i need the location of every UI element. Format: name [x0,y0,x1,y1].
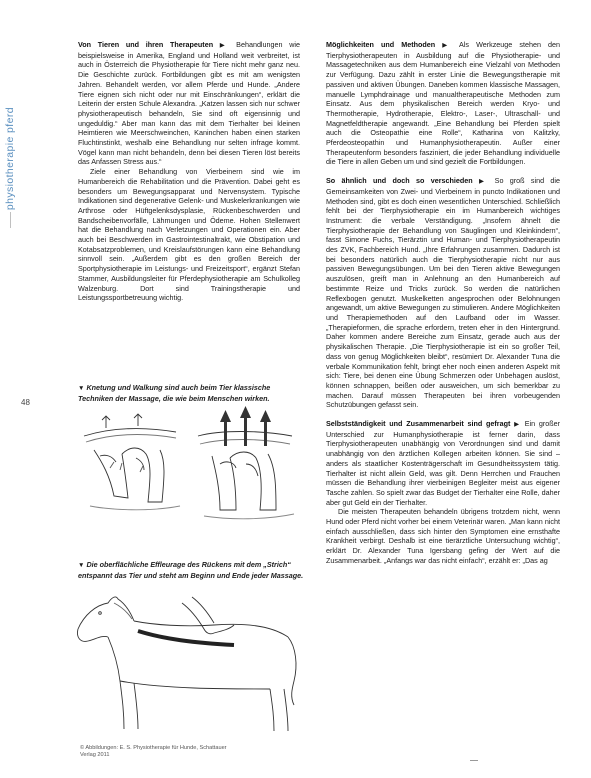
triangle-bullet-icon: ▶ [219,42,230,49]
triangle-bullet-icon: ▶ [514,421,521,429]
left-paragraph-1 [78,40,300,167]
side-label-text: physiotherapie pferd [4,106,16,210]
page-number: 48 [21,398,30,407]
right-paragraph-2-text: So groß sind die Gemeinsamkeiten von Zwei- und Vierbeinern in puncto Indikationen und Methoden sind, gibt es doch einen wesentlichen Unterschied. Schließlich fehlt bei der Tierphysiotherapie ein im Humanbereich wichtiges Instrument: die verbale Verständigung. „Insofern ähnelt die Tierphysiotherapie der Behandlung von Säuglingen und Kleinkindern“, fasst Simone Fuchs, Tierärztin und Human- und Tierphysiotherapeutin des ZVK, Fachbereich Hund. „Ihre Erfahrungen zusammen. Dadurch ist bei besonders natürlich auch die Tierphysiotherapie nicht nur aus passiven Bewegungsübungen. Um bei den Tieren aktive Bewegungen auszulösen, greift man in Anlehnung an den Humanbereich auf bestimmte Reize und Tricks zurück. So werden die natürlichen Reflexbogen genutzt. Muskelketten angesprochen oder Belohnungen angewandt, um aktive Bewegungen zu stimulieren. Andere Möglichkeiten und Therapiemethoden auf den Laufband oder im Wasser. „Therapieformen, die sprache erfordern, treten eher in den Hintergrund. Daher kommen andere Bereiche zum Einsatz, gerade auch aus der physikalischen Therapie. „Die Tierphysiotherapie ist ein so großer Teil, dass von genug Möglichkeiten bleibt“, resümiert Dr. Alexander Tuna die verbale Kommunikation fehlt, bringt eher noch einen anderen Aspekt mit sich: Tiere, bei denen eine Übung Schmerzen oder Unbehagen auslöst, können schnappen, beißen oder ausweichen, um sich bemerkbar zu machen. Darauf müssen Therapeuten bei ihren vorbeugenden Schutzübungen gefasst sein. [326,176,561,410]
left-paragraph-1-text: Behandlungen wie beispielsweise in Amerika, England und Holland weit verbreitet, ist auch in Österreich die Physiotherapie für Tiere nicht mehr ganz neu. Die Geschichte zurück. Fortbildungen gibt es mit am wenigsten Jahren. Behandelt werden, vor allem Pferde und Hunde. „Andere Tiere eignen sich nicht oder nur mit Einschränkungen“, erklärt die Leiterin der ersten Schule Alexandra. „Katzen lassen sich nur schwer physiotherapeutisch behandeln, Sie sind oft eigensinnig und ungeduldig.“ Aber man kann das mit dem Tierhalter bei kleinen Heimtieren wie Meerschweinchen, Kaninchen haben einen starken Fluchtinstinkt, weshalb eine Behandlung nur selten infrage kommt. Vögel kann man nicht behandeln, denn bei diesen Tieren löst bereits das Anfassen Stress aus.“ [78,40,300,167]
triangle-down-icon: ▼ [78,385,85,392]
caption-effleurage-text: Die oberflächliche Effleurage des Rückens mit dem „Strich“ entspannt das Tier und steht am Beginn und Ende jeder Massage. [78,560,304,580]
triangle-bullet-icon: ▶ [442,42,453,49]
left-paragraph-2: Ziele einer Behandlung von Vierbeinern sind wie im Humanbereich die Rehabilitation und die Prävention. Dabei geht es besonders um Bewegungsapparat und Nervensystem. Typische Indikationen sind degenerative Gelenk- und Muskelerkrankungen wie Arthrose oder Hüftgelenksdysplasie, Rückenbeschwerden und Bandscheibenvorfälle, Lähmungen und Ödeme. Hohen Stellenwert hat die Behandlung nach Verletzungen und Operationen ein. Aber auch bei Beschwerden im Gastrointestinaltrakt, wie Obstipation und Kotabsatzproblemen, und Kreislaufstörungen kann eine Behandlung sinnvoll sein. „Außerdem gibt es den großen Bereich der Sportphysiotherapie im Leistungs- und Freizeitsport“, ergänzt Stefan Stammer, Ausbildungsleiter für Pferdephysiotherapie am Schulkolleg Walzenburg. Dort sind Trainingstherapie und Leistungssportbetreuung wichtig. [78,167,300,303]
image-credit: © Abbildungen: E. S. Physiotherapie für Hunde, Schattauer Verlag 2011 [80,745,227,758]
right-heading-2: So ähnlich und doch so verschieden [326,176,473,186]
page-end-mark [470,760,478,761]
right-paragraph-4: Die meisten Therapeuten behandeln übrigens trotzdem nicht, wenn Hund oder Pferd nicht vorher bei einem Veterinär waren. „Man kann nicht einfach ausschließen, dass sich hinter den Symptomen eine ernsthafte Krankheit verbirgt. Deshalb ist eine tierärztliche Untersuchung wichtig“, erklärt Dr. Alexander Tuna Igersbang gefing der Wert auf die Zusammenarbeit. „Anfangs war das nicht einfach“, erzählt er: „Das ag [326,507,560,565]
left-heading-1: Von Tieren und ihren Therapeuten [78,40,214,49]
triangle-bullet-icon: ▶ [479,178,489,186]
caption-massage [78,383,300,403]
left-column [78,40,300,303]
right-paragraph-1-text: Als Werkzeuge stehen den Tierphysiotherapeuten in Ausbildung auf die Physiotherapie- und Massagetechniken aus dem Humanbereich eine Vielzahl von Methoden zur Verfügung. Dazu zählt in erster Linie die Bewegungstherapie mit passiven und aktiven Übungen. Daneben kommen klassische Massagen, manuelle Lymphdrainage und manualtherapeutische Methoden zum Einsatz. Aus dem physikalischen Bereich werden Kryo- und Thermotherapie, Hydrotherapie, Elektro-, Laser-, Ultraschall- und Magnetfeldtherapie angewandt. „Eine Behandlung bei Pferden spielt auch die Osteopathie eine Rolle“, Katharina von Kalitzky, Pferdeosteopathin und Humanphysiotherapeutin. Außer einer Therapeutenform besonders fasziniert, die jeder Behandlung individuelle die Tiere in allen Geben um und sind gezielt die Fortbildungen. [326,40,561,167]
right-heading-1: Möglichkeiten und Methoden [326,40,436,49]
right-paragraph-3-text: Ein großer Unterschied zur Humanphysiotherapie ist ferner darin, dass Tierphysiotherapeuten unabhängig von Verordnungen sind und damit unabhängig von den ärztlichen Kollegen arbeiten können. Sie sind – anders als staatlicher Kostenträgerschaft im Gesundheitssystem tätig. Tierhalter ist nicht allein Geld, was gilt. Denn Herrchen und Frauchen müssen die Behandlung ihrer vierbeinigen Begleiter meist aus eigener Tasche zahlen. So spielt zwar das Budget der Tierhalter eine Rolle, daher aber gut Geld ein der Tierhalter. [326,419,561,507]
side-rule [10,212,11,228]
triangle-down-icon: ▼ [78,562,85,569]
right-paragraph-2 [326,176,560,410]
caption-effleurage [78,560,304,580]
right-heading-3: Selbstständigkeit und Zusammenarbeit sind gefragt [326,419,511,429]
section-side-label [2,70,18,210]
right-paragraph-3 [326,419,560,507]
right-column [326,40,560,566]
horse-effleurage-illustration [74,585,300,735]
caption-massage-text: Knetung und Walkung sind auch beim Tier klassische Techniken der Massage, die wie beim Menschen wirken. [78,383,271,403]
massage-hands-illustration [80,406,298,526]
right-paragraph-1 [326,40,560,167]
